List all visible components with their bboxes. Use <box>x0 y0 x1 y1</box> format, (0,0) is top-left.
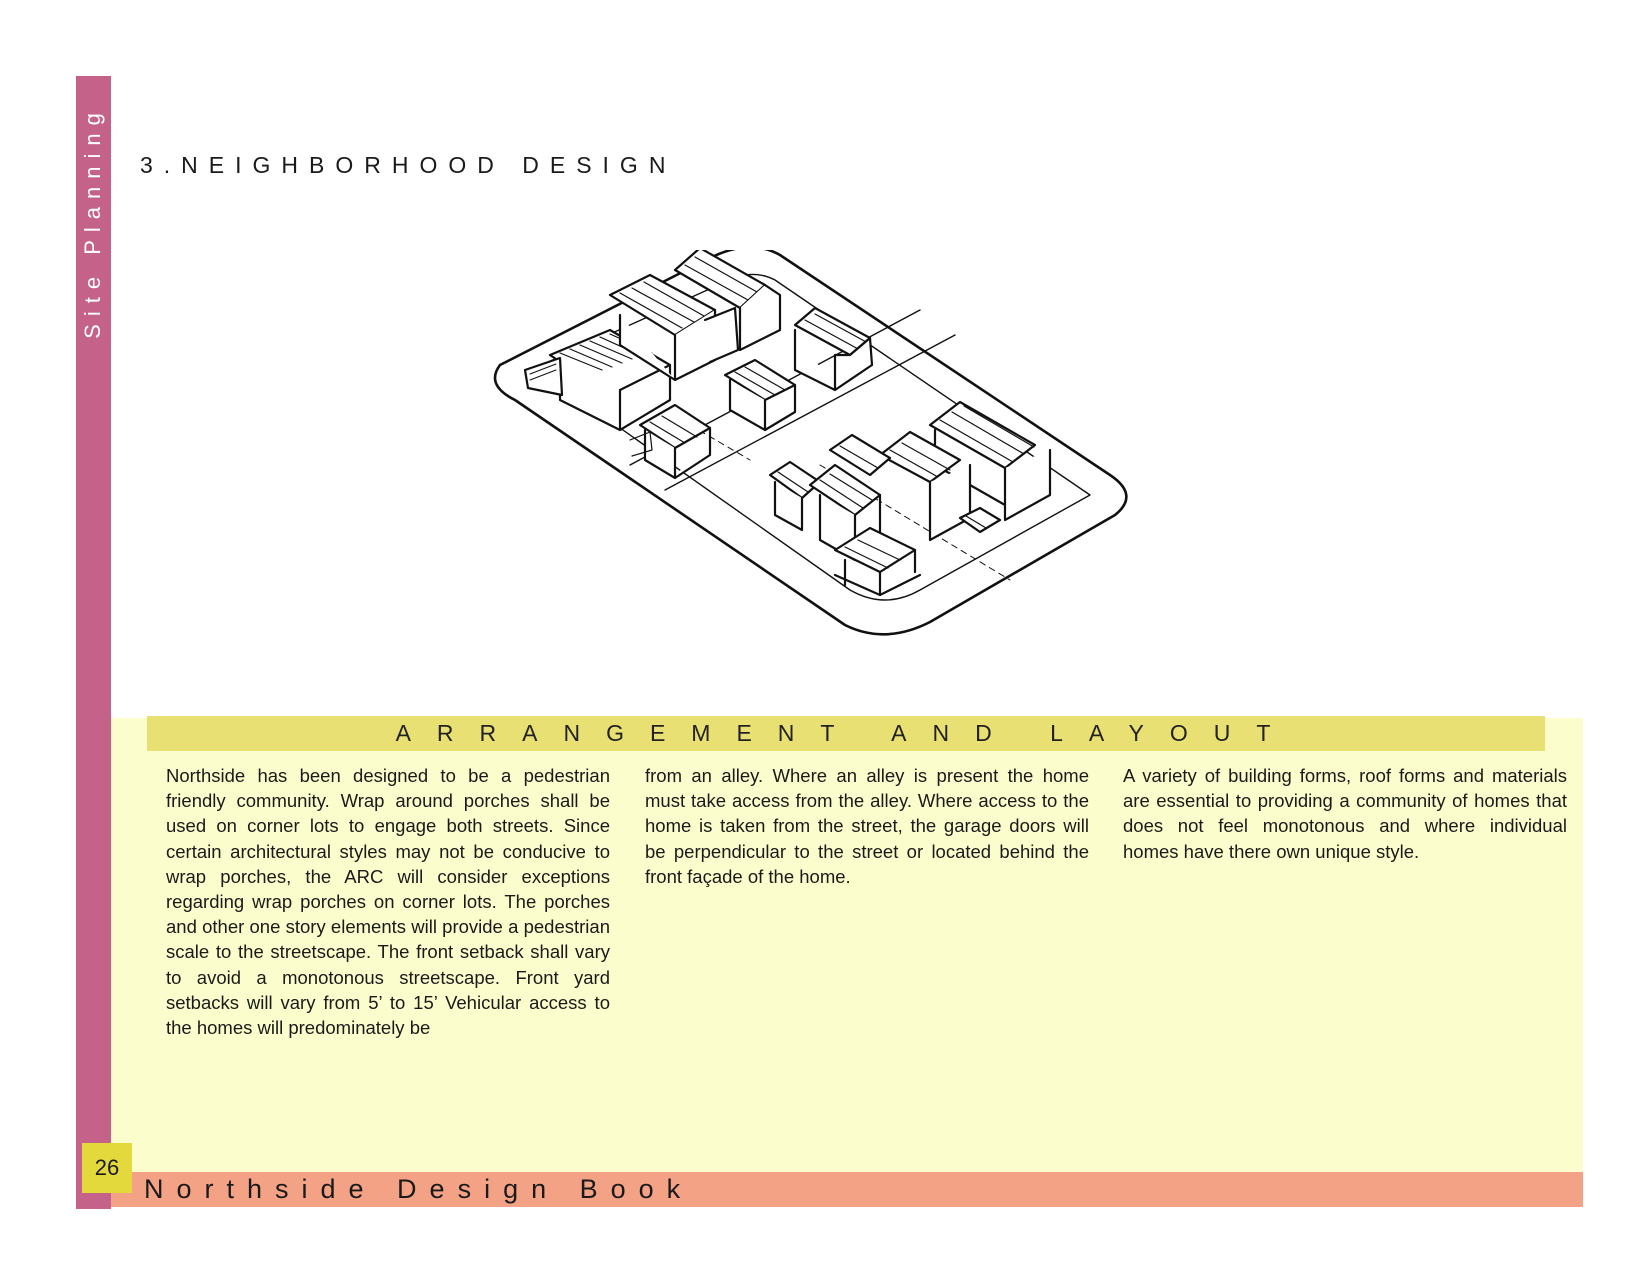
sidebar-section-label: Site Planning <box>80 105 105 339</box>
body-column-1: Northside has been designed to be a pedestrian friendly community. Wrap around porches shall be used on corner lots to engage both streets. Since certain architectural styles may not be conducive to wrap porches, the ARC will consider exceptions regarding wrap porches on corner lots. The porches and other one story elements will provide a pedestrian scale to the streetscape. The front setback shall vary to avoid a monotonous streetscape. Front yard setbacks will vary from 5’ to 15’ Vehicular access to the homes will predominately be <box>166 765 610 1039</box>
body-column-3: A variety of building forms, roof forms and materials are essential to providing a community of homes that does not feel monotonous and where individual homes have there own unique style. <box>1123 765 1567 862</box>
page-title: 3.NEIGHBORHOOD DESIGN <box>140 152 677 178</box>
section-header-bar <box>147 716 1545 751</box>
body-column-2: from an alley. Where an alley is present the home must take access from the alley. Where access to the home is taken from the street, the garage doors will be perpendicular to the street or located behind the front façade of the home. <box>645 765 1089 887</box>
section-title: ARRANGEMENT AND LAYOUT <box>395 720 1297 746</box>
neighborhood-sketch-icon <box>490 250 1190 680</box>
page-number: 26 <box>82 1143 132 1193</box>
footer-title: Northside Design Book <box>144 1174 694 1204</box>
